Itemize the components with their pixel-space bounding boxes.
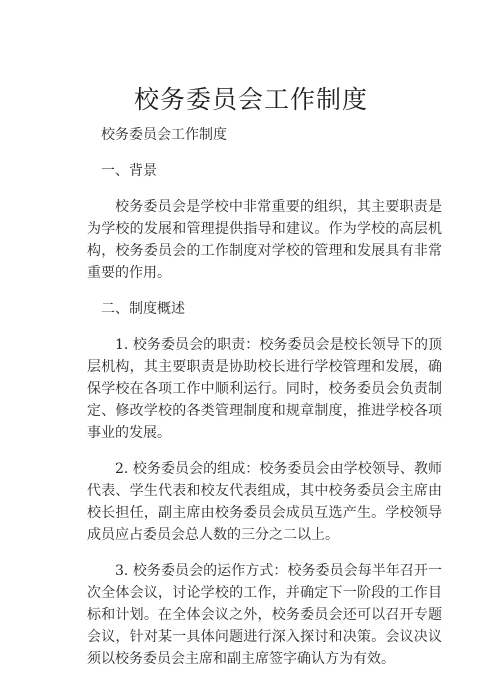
background-paragraph: 校务委员会是学校中非常重要的组织，其主要职责是为学校的发展和管理提供指导和建议。作为学校的高层机构，校务委员会的工作制度对学校的管理和发展具有非常重要的作用。: [87, 199, 442, 281]
document-body: [87, 124, 442, 684]
overview-item-3: 3. 校务委员会的运作方式：校务委员会每半年召开一次全体会议，讨论学校的工作，并确定下一阶段的工作目标和计划。在全体会议之外，校务委员会还可以召开专题会议，针对某一具体问题进行深入探讨和决策。会议决议须以校务委员会主席和副主席签字确认方为有效。: [87, 563, 442, 667]
document-subtitle: 校务委员会工作制度: [101, 127, 227, 143]
overview-item-1: 1. 校务委员会的职责：校务委员会是校长领导下的顶层机构，其主要职责是协助校长进行学校管理和发展，确保学校在各项工作中顺利运行。同时，校务委员会负责制定、修改学校的各类管理制度和规章制度，推进学校各项事业的发展。: [87, 337, 442, 441]
overview-item-2: 2. 校务委员会的组成：校务委员会由学校领导、教师代表、学生代表和校友代表组成，其中校务委员会主席由校长担任，副主席由校务委员会成员互选产生。学校领导成员应占委员会总人数的三分之二以上。: [87, 461, 442, 543]
document-title: 校务委员会工作制度: [133, 85, 368, 114]
section-heading-overview: 二、制度概述: [101, 301, 185, 317]
section-heading-background: 一、背景: [101, 163, 157, 179]
